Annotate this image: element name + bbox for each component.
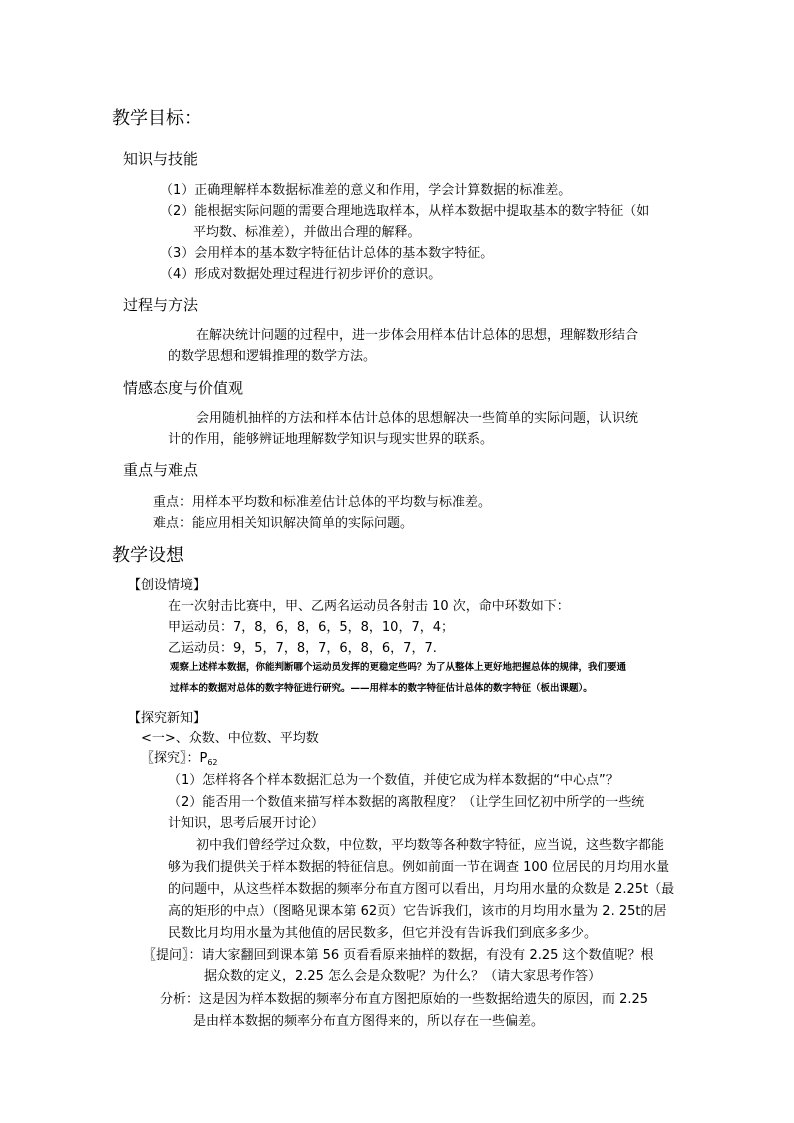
paragraph-line-2: 够为我们提供关于样本数据的特征信息。例如前面一节在调查 100 位居民的月均用水量 [168,860,670,875]
teaching-design-title: 教学设想 [112,545,184,566]
paragraph-line-3: 的问题中，从这些样本数据的频率分布直方图可以看出，月均用水量的众数是 2.25t（最 [168,882,675,897]
athlete-a-scores: 甲运动员：7，8，6，8，6，5，8，10，7，4； [168,620,454,635]
knowledge-item-1: （1）正确理解样本数据标准差的意义和作用，学会计算数据的标准差。 [160,183,572,198]
analysis-line-1: 分析：这是因为样本数据的频率分布直方图把原始的一些数据给遗失的原因，而 2.25 [160,992,649,1007]
inquiry-page-subscript: 62 [207,758,218,767]
emotion-values-line-2: 计的作用，能够辨证地理解数学知识与现实世界的联系。 [168,432,494,447]
paragraph-line-1: 初中我们曾经学过众数，中位数，平均数等各种数字特征，应当说，这些数字都能 [196,838,665,853]
athlete-b-scores: 乙运动员：9，5，7，8，7，6，8，6，7，7. [168,641,437,656]
knowledge-item-4: （4）形成对数据处理过程进行初步评价的意识。 [160,267,442,282]
explore-label: 【探究新知】 [128,711,207,726]
inquiry-label [141,752,218,767]
scenario-note-line-1: 观察上述样本数据，你能判断哪个运动员发挥的更稳定些吗？为了从整体上更好地把握总体的规律，我们要通 [170,662,627,673]
key-focus-line: 重点：用样本平均数和标准差估计总体的平均数与标准差。 [153,495,492,510]
teaching-goals-title: 教学目标： [112,108,202,129]
inquiry-label-text: 〖探究〗：P [141,751,208,766]
emotion-values-heading: 情感态度与价值观 [123,379,244,397]
paragraph-line-5: 民数比月均用水量为其他值的居民数多，但它并没有告诉我们到底多多少。 [168,926,598,941]
knowledge-item-3: （3）会用样本的基本数字特征估计总体的基本数字特征。 [160,246,494,261]
emotion-values-line-1: 会用随机抽样的方法和样本估计总体的思想解决一些简单的实际问题，认识统 [196,411,639,426]
process-method-heading: 过程与方法 [123,296,199,314]
process-method-line-1: 在解决统计问题的过程中，进一步体会用样本估计总体的思想，理解数形结合 [196,328,639,343]
analysis-line-2: 是由样本数据的频率分布直方图得来的，所以存在一些偏差。 [193,1014,545,1029]
key-difficulty-heading: 重点与难点 [123,461,199,479]
key-difficulty-line: 难点：能应用相关知识解决简单的实际问题。 [153,516,414,531]
knowledge-skills-heading: 知识与技能 [123,150,199,168]
process-method-line-2: 的数学思想和逻辑推理的数学方法。 [168,349,377,364]
question-1: （1）怎样将各个样本数据汇总为一个数值，并使它成为样本数据的“中心点”？ [168,773,619,788]
scenario-label: 【创设情境】 [128,578,207,593]
ask-line-2: 据众数的定义，2.25 怎么会是众数呢？为什么？（请大家思考作答） [204,969,602,984]
knowledge-item-2-cont: 平均数、标准差），并做出合理的解释。 [193,225,421,240]
question-2: （2）能否用一个数值来描写样本数据的离散程度？（让学生回忆初中所学的一些统 [168,795,645,810]
knowledge-item-2: （2）能根据实际问题的需要合理地选取样本，从样本数据中提取基本的数字特征（如 [160,204,650,219]
scenario-note-line-2: 过样本的数据对总体的数字特征进行研究。——用样本的数字特征估计总体的数字特征（板出课题）。 [170,683,593,694]
question-2-cont: 计知识，思考后展开讨论） [168,816,325,831]
ask-line-1: 〖提问〗：请大家翻回到课本第 56 页看看原来抽样的数据，有没有 2.25 这个数值呢？根 [143,948,654,963]
scenario-intro: 在一次射击比赛中，甲、乙两名运动员各射击 10 次，命中环数如下： [168,599,570,614]
explore-subtitle: <一>、众数、中位数、平均数 [141,731,319,746]
paragraph-line-4: 高的矩形的中点）（图略见课本第 62页）它告诉我们，该市的月均用水量为 2. 25t的居 [168,904,667,919]
